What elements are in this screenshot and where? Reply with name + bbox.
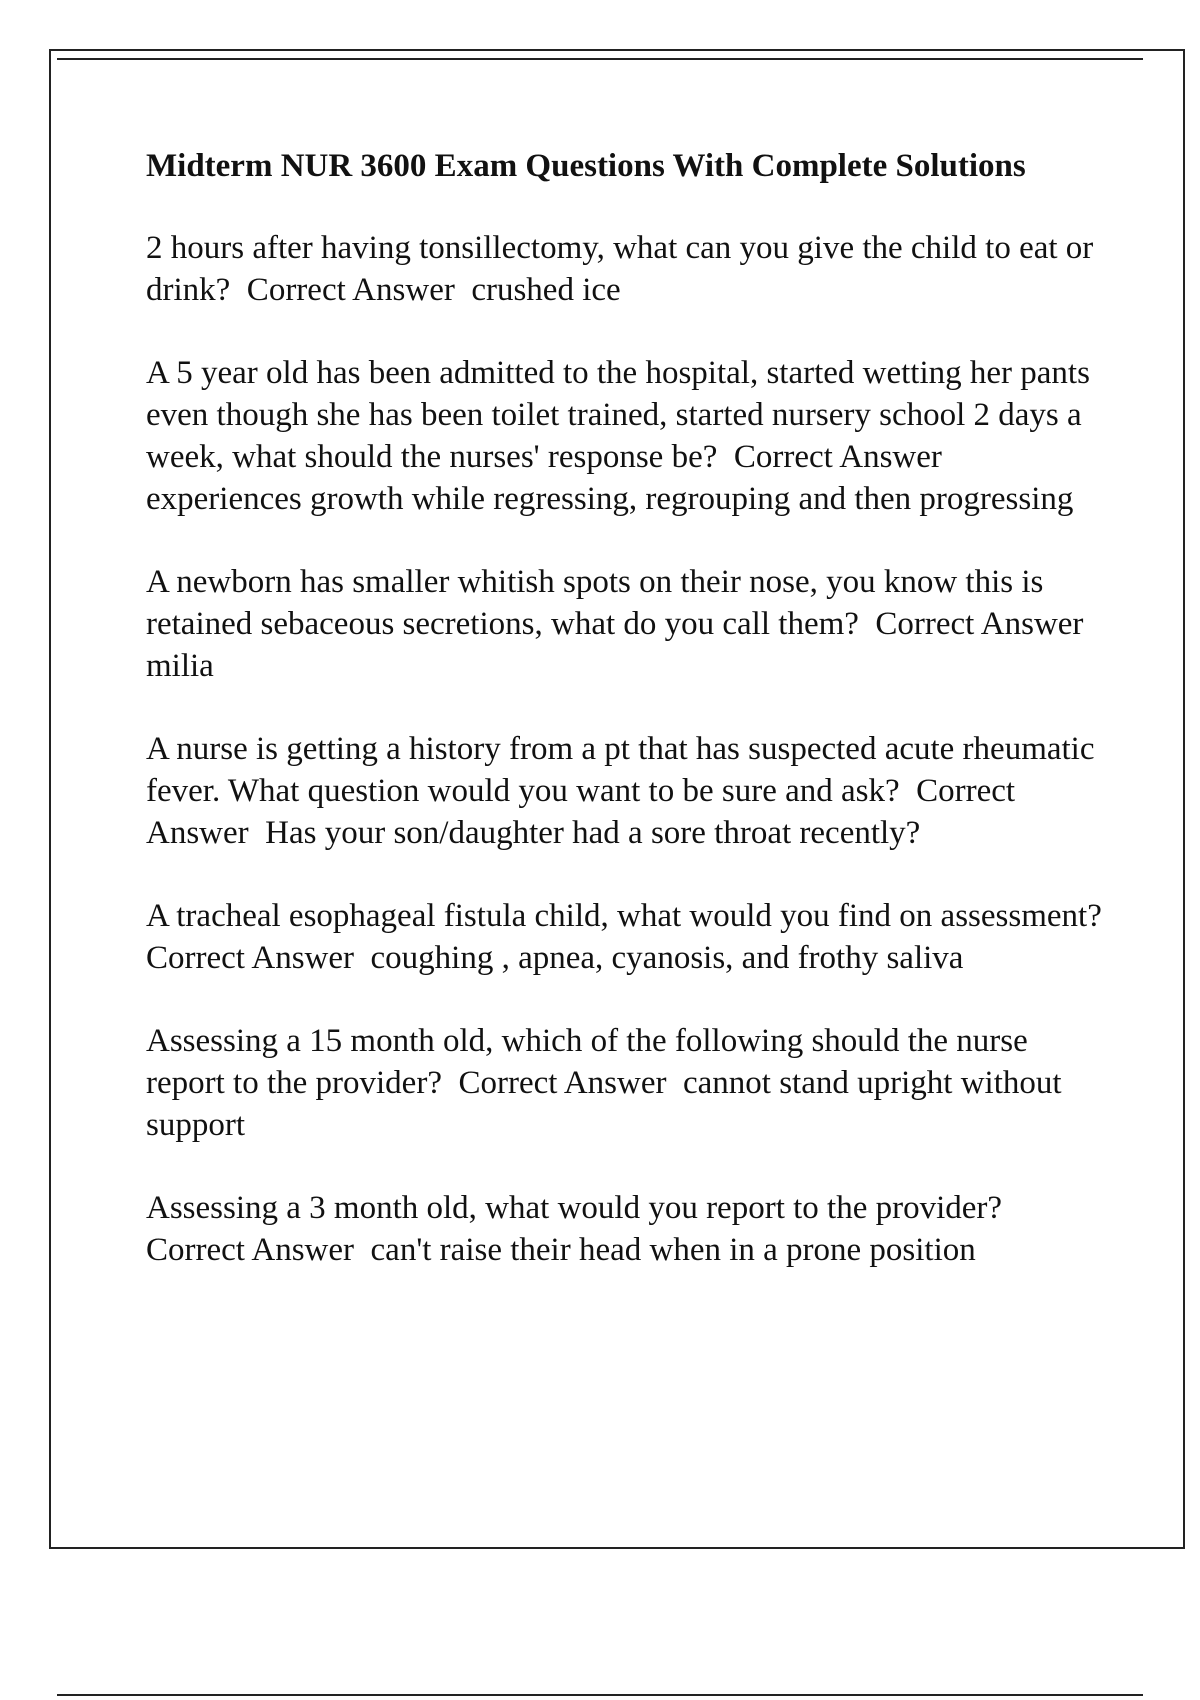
- qa-item: A 5 year old has been admitted to the hospital, started wetting her pants even though she has been toilet trained, started nursery school 2 days a week, what should the nurses' response be? Correct Answer experiences growth while regressing, regrouping and then progressing: [146, 355, 1099, 517]
- document-content: [146, 145, 1119, 1312]
- qa-item: 2 hours after having tonsillectomy, what can you give the child to eat or drink? Correct Answer crushed ice: [146, 230, 1102, 308]
- qa-list: [146, 227, 1119, 1271]
- document-title: Midterm NUR 3600 Exam Questions With Complete Solutions: [146, 148, 1026, 184]
- qa-item: A tracheal esophageal fistula child, what would you find on assessment? Correct Answer coughing , apnea, cyanosis, and frothy saliva: [146, 898, 1119, 976]
- qa-item: A newborn has smaller whitish spots on their nose, you know this is retained sebaceous secretions, what do you call them? Correct Answer milia: [146, 564, 1100, 684]
- bottom-rule: [57, 1694, 1143, 1696]
- qa-item: Assessing a 3 month old, what would you report to the provider? Correct Answer can't raise their head when in a prone position: [146, 1190, 1019, 1268]
- qa-item: Assessing a 15 month old, which of the following should the nurse report to the provider? Correct Answer cannot stand upright without support: [146, 1023, 1070, 1143]
- qa-item: A nurse is getting a history from a pt that has suspected acute rheumatic fever. What question would you want to be sure and ask? Correct Answer Has your son/daughter had a sore throat recently?: [146, 731, 1103, 851]
